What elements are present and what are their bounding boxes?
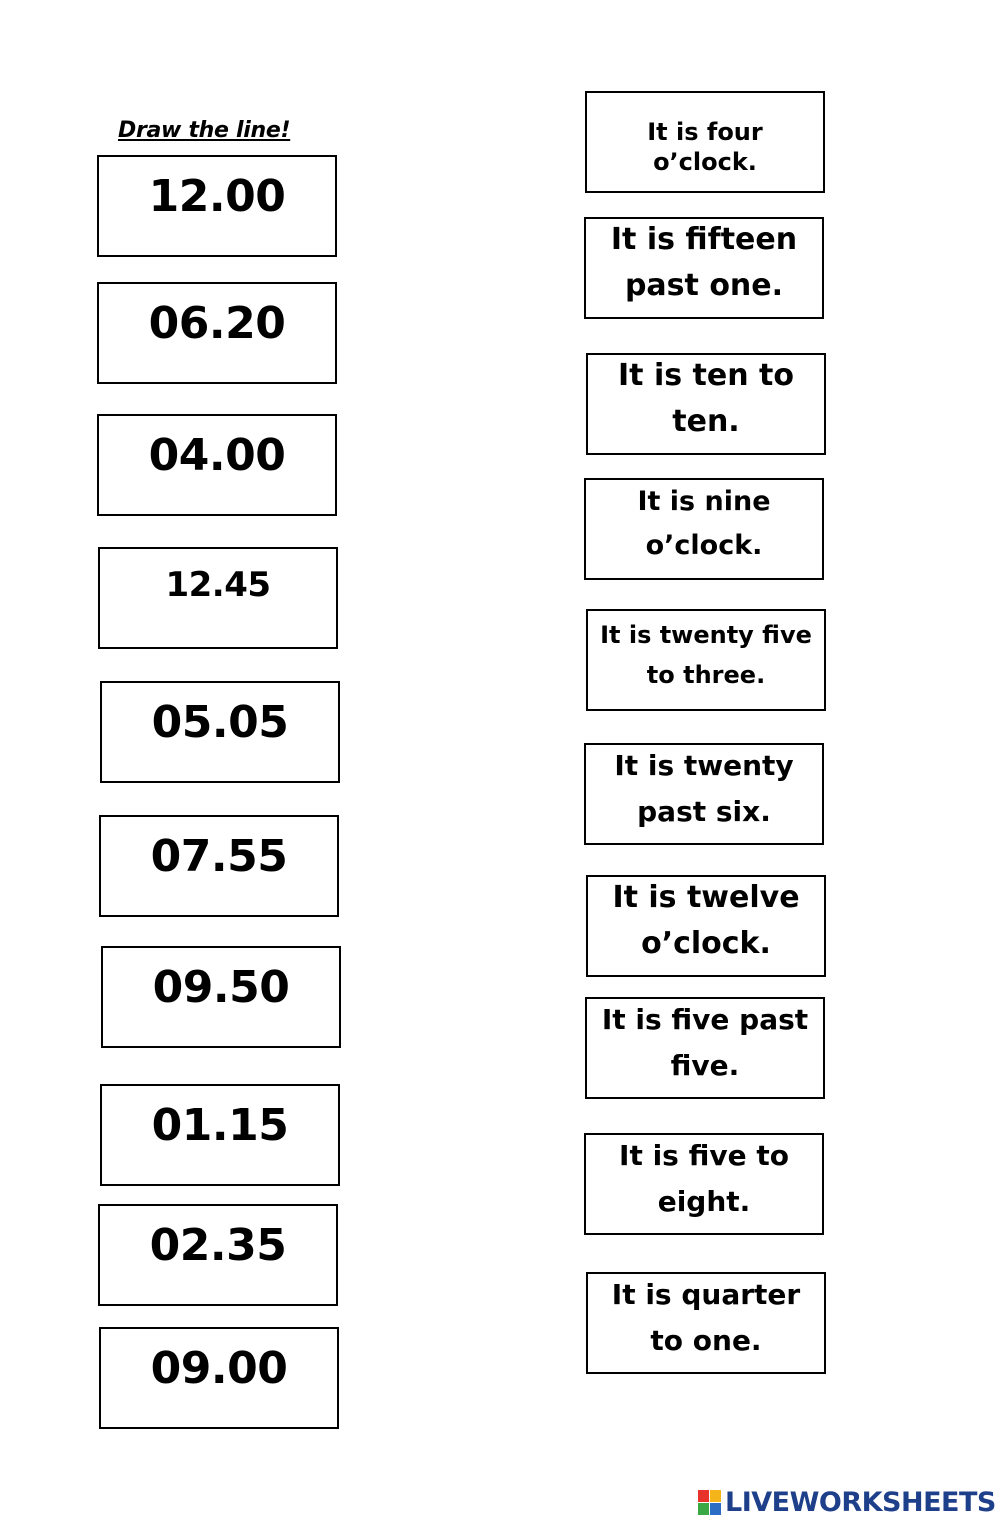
phrase-box-7[interactable]: [586, 875, 826, 977]
time-box-2[interactable]: [97, 282, 337, 384]
time-box-10[interactable]: [99, 1327, 339, 1429]
time-label: 05.05: [151, 697, 289, 748]
time-label: 02.35: [149, 1220, 287, 1271]
time-label: 09.00: [150, 1343, 288, 1394]
logo-square-red: [698, 1490, 709, 1502]
time-box-7[interactable]: [101, 946, 341, 1048]
phrase-box-6[interactable]: [584, 743, 824, 845]
time-label: 06.20: [148, 298, 286, 349]
phrase-label: It is four o’clock.: [647, 118, 763, 176]
logo-square-green: [698, 1503, 709, 1515]
time-label: 07.55: [150, 831, 288, 882]
time-label: 04.00: [148, 430, 286, 481]
time-box-3[interactable]: [97, 414, 337, 516]
time-label: 01.15: [151, 1100, 289, 1151]
phrase-box-9[interactable]: [584, 1133, 824, 1235]
liveworksheets-logo-icon: [698, 1490, 721, 1515]
time-box-1[interactable]: [97, 155, 337, 257]
phrase-label: It is quarter to one.: [611, 1278, 801, 1357]
phrase-label: It is ten to ten.: [618, 358, 794, 439]
time-label: 09.50: [152, 962, 290, 1013]
time-label: 12.45: [165, 565, 271, 605]
time-box-6[interactable]: [99, 815, 339, 917]
time-box-8[interactable]: [100, 1084, 340, 1186]
phrase-label: It is twenty past six.: [614, 749, 794, 828]
time-box-4[interactable]: [98, 547, 338, 649]
phrase-label: It is twenty five to three.: [600, 621, 812, 689]
phrase-label: It is five past five.: [601, 1003, 809, 1082]
logo-text: LIVEWORKSHEETS: [725, 1487, 996, 1518]
time-label: 12.00: [148, 171, 286, 222]
logo-square-yellow: [710, 1490, 721, 1502]
phrase-box-8[interactable]: [585, 997, 825, 1099]
time-box-9[interactable]: [98, 1204, 338, 1306]
phrase-box-4[interactable]: [584, 478, 824, 580]
phrase-box-10[interactable]: [586, 1272, 826, 1374]
phrase-box-2[interactable]: [584, 217, 824, 319]
time-box-5[interactable]: [100, 681, 340, 783]
phrase-label: It is fifteen past one.: [610, 222, 798, 303]
logo-square-blue: [710, 1503, 721, 1515]
phrase-box-5[interactable]: [586, 609, 826, 711]
phrase-label: It is five to eight.: [619, 1139, 789, 1218]
phrase-box-3[interactable]: [586, 353, 826, 455]
instruction-heading: Draw the line!: [118, 118, 291, 143]
phrase-box-1[interactable]: [585, 91, 825, 193]
phrase-label: It is twelve o’clock.: [612, 880, 800, 961]
liveworksheets-logo: [698, 1487, 996, 1518]
phrase-label: It is nine o’clock.: [637, 486, 771, 561]
